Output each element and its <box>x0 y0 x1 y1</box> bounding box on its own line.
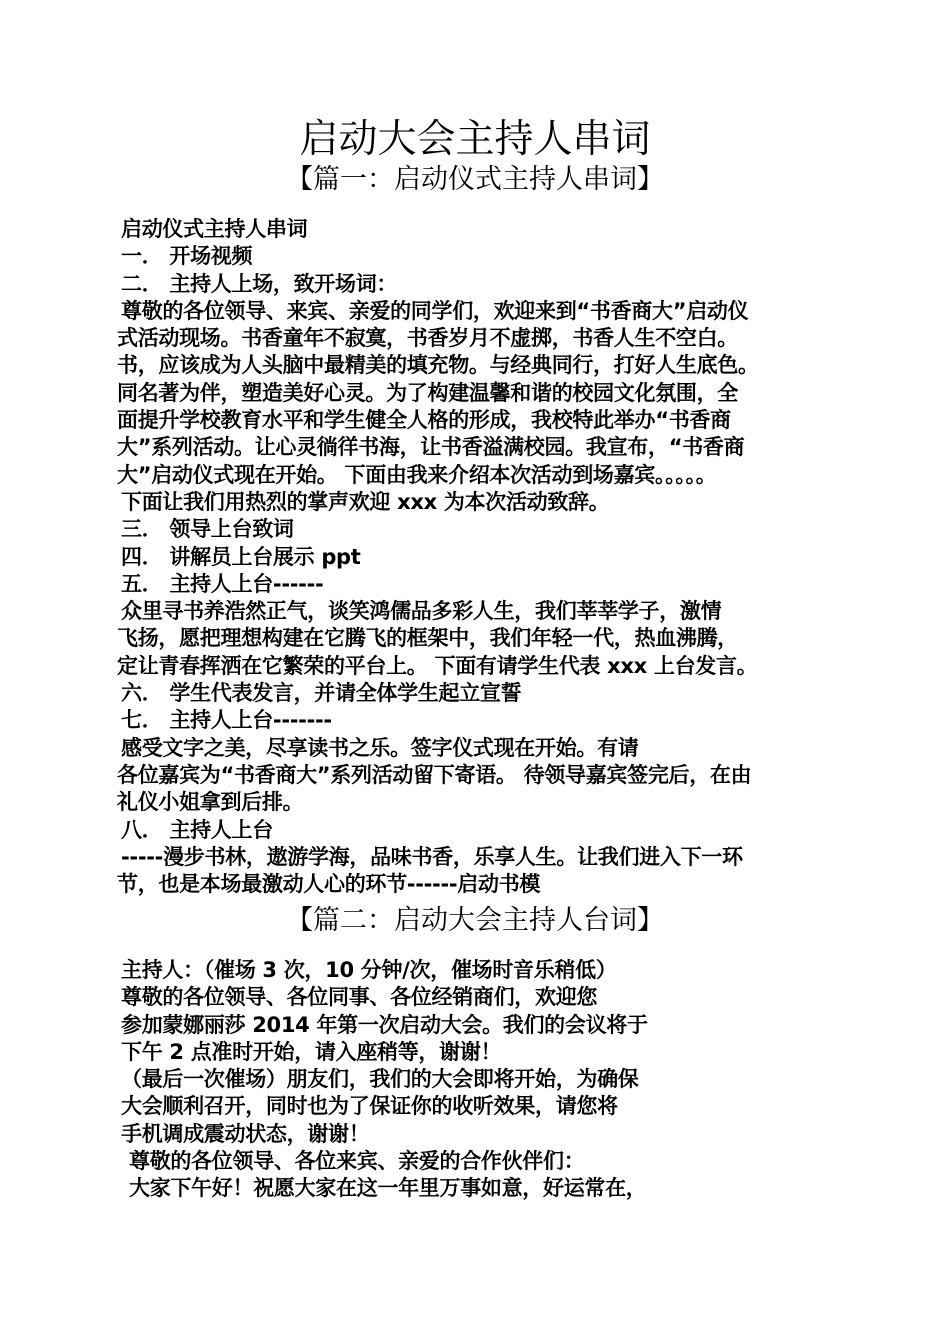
body-line: 四． 讲解员上台展示 ppt <box>121 544 361 569</box>
body-line: （最后一次催场）朋友们，我们的大会即将开始，为确保 <box>121 1067 639 1092</box>
body-line: 下午 2 点准时开始，请入座稍等，谢谢！ <box>121 1039 502 1064</box>
body-line: 尊敬的各位领导、各位同事、各位经销商们，欢迎您 <box>121 985 598 1010</box>
body-line: 定让青春挥洒在它繁荣的平台上。 下面有请学生代表 xxx 上台发言。 <box>117 653 758 678</box>
body-line: 感受文字之美，尽享读书之乐。签字仪式现在开始。有请 <box>121 735 639 760</box>
body-line: 礼仪小姐拿到后排。 <box>117 790 304 815</box>
body-line: 七． 主持人上台------- <box>121 708 332 733</box>
body-line: 启动仪式主持人串词 <box>121 217 308 241</box>
document-title: 启动大会主持人串词 <box>299 117 651 162</box>
body-line: 主持人：（催场 3 次，10 分钟/次，催场时音乐稍低） <box>121 958 617 982</box>
body-line: 手机调成震动状态，谢谢！ <box>121 1121 370 1146</box>
body-line: 飞扬，愿把理想构建在它腾飞的框架中，我们年轻一代，热血沸腾， <box>117 626 738 651</box>
body-line: 参加蒙娜丽莎 2014 年第一次启动大会。我们的会议将于 <box>121 1012 648 1037</box>
body-line: 一． 开场视频 <box>121 244 253 269</box>
body-line: 节，也是本场最激动人心的环节------启动书模 <box>117 872 541 897</box>
section-1-heading: 【篇一：启动仪式主持人串词】 <box>286 164 664 195</box>
body-line: 同名著为伴，塑造美好心灵。为了构建温馨和谐的校园文化氛围，全 <box>117 380 738 405</box>
body-line: 大”启动仪式现在开始。 下面由我来介绍本次活动到场嘉宾。。。。。 <box>117 462 717 487</box>
body-line: 大”系列活动。让心灵徜徉书海，让书香溢满校园。我宣布，“书香商 <box>117 435 745 460</box>
body-line: 大会顺利召开，同时也为了保证你的收听效果，请您将 <box>121 1094 618 1119</box>
body-line: 书，应该成为人头脑中最精美的填充物。与经典同行，打好人生底色。 <box>117 353 759 378</box>
body-line: -----漫步书林，遨游学海，品味书香，乐享人生。让我们进入下一环 <box>121 844 743 869</box>
body-line: 三． 领导上台致词 <box>121 517 294 542</box>
body-line: 二． 主持人上场，致开场词： <box>121 271 398 296</box>
body-line: 大家下午好！祝愿大家在这一年里万事如意，好运常在， <box>129 1176 647 1201</box>
body-line: 八． 主持人上台 <box>121 817 273 842</box>
body-line: 尊敬的各位领导、来宾、亲爱的同学们，欢迎来到“书香商大”启动仪 <box>121 298 749 323</box>
body-line: 面提升学校教育水平和学生健全人格的形成，我校特此举办“书香商 <box>117 408 731 433</box>
body-line: 五． 主持人上台------ <box>121 571 324 596</box>
section-2-body <box>117 957 843 1203</box>
body-line: 六． 学生代表发言，并请全体学生起立宣誓 <box>121 681 522 706</box>
body-line: 式活动现场。书香童年不寂寞，书香岁月不虚掷，书香人生不空白。 <box>117 326 738 351</box>
body-line: 下面让我们用热烈的掌声欢迎 xxx 为本次活动致辞。 <box>121 489 610 514</box>
body-line: 尊敬的各位领导、各位来宾、亲爱的合作伙伴们： <box>129 1149 585 1174</box>
body-line: 众里寻书养浩然正气，谈笑鸿儒品多彩人生，我们莘莘学子，激情 <box>121 599 722 624</box>
section-2-heading: 【篇二：启动大会主持人台词】 <box>286 905 664 936</box>
section-1-body <box>117 216 843 898</box>
body-line: 各位嘉宾为“书香商大”系列活动留下寄语。 待领导嘉宾签完后，在由 <box>117 762 752 787</box>
